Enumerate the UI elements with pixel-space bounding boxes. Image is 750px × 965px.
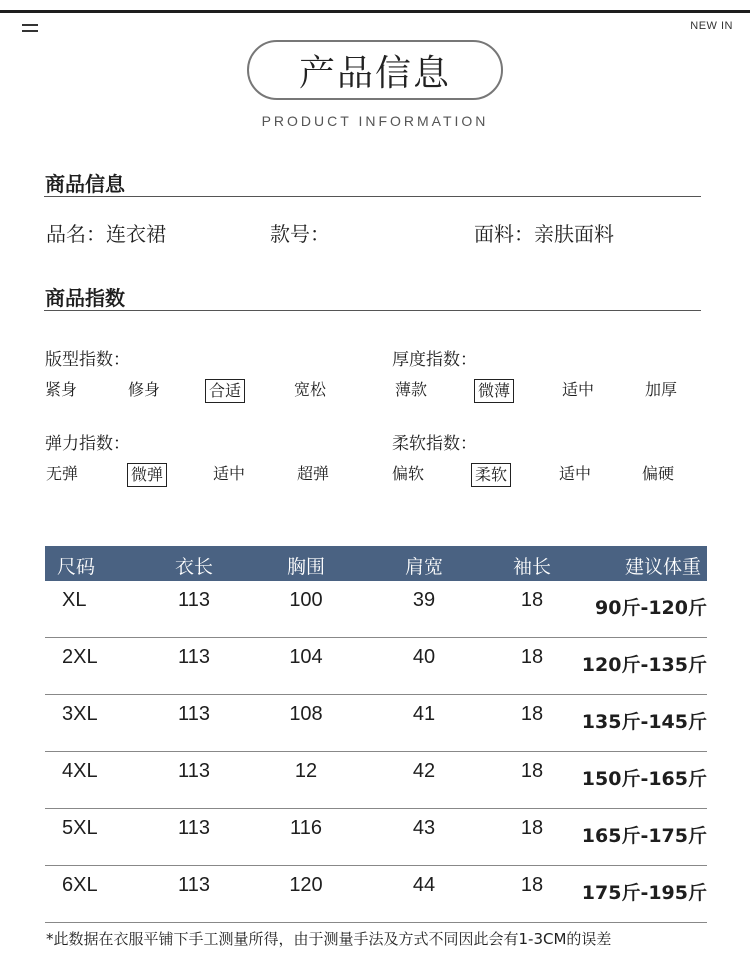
product-name: 品名：连衣裙 <box>46 222 166 246</box>
table-row <box>45 866 707 923</box>
cell-shoulder: 43 <box>412 817 436 839</box>
measurement-note: *此数据在衣服平铺下手工测量所得，由于测量手法及方式不同因此会有1-3CM的误差 <box>46 930 612 948</box>
fit-option: 修身 <box>128 380 161 399</box>
stretch-option: 适中 <box>213 464 246 483</box>
cell-weight: 90斤-120斤 <box>595 597 707 619</box>
thickness-option: 适中 <box>562 380 595 399</box>
cell-bust: 12 <box>294 760 318 782</box>
stretch-option-selected: 微弹 <box>127 463 167 487</box>
page-subtitle: PRODUCT INFORMATION <box>261 113 489 129</box>
product-fabric: 面料：亲肤面料 <box>474 222 614 246</box>
softness-index-label: 柔软指数： <box>392 434 477 454</box>
product-index-divider <box>44 310 701 311</box>
cell-bust: 100 <box>289 589 323 611</box>
size-table-header <box>45 546 707 581</box>
cell-size: 6XL <box>62 874 98 896</box>
column-header-size: 尺码 <box>57 556 96 578</box>
stretch-index-label: 弹力指数： <box>45 434 130 454</box>
cell-size: 4XL <box>62 760 98 782</box>
thickness-option: 薄款 <box>395 380 428 399</box>
column-header-bust: 胸围 <box>286 556 326 578</box>
cell-size: 2XL <box>62 646 98 668</box>
product-info-heading: 商品信息 <box>45 172 125 196</box>
cell-weight: 120斤-135斤 <box>581 654 707 676</box>
cell-shoulder: 41 <box>412 703 436 725</box>
cell-sleeve: 18 <box>520 646 544 668</box>
fit-option-selected: 合适 <box>205 379 245 403</box>
stretch-option: 超弹 <box>297 464 330 483</box>
page-title: 产品信息 <box>247 40 503 100</box>
cell-shoulder: 39 <box>412 589 436 611</box>
softness-option: 偏软 <box>392 464 425 483</box>
cell-sleeve: 18 <box>520 703 544 725</box>
cell-length: 113 <box>178 589 210 611</box>
fit-option: 紧身 <box>45 380 78 399</box>
cell-shoulder: 40 <box>412 646 436 668</box>
softness-option: 适中 <box>559 464 592 483</box>
column-header-length: 衣长 <box>174 556 214 578</box>
stretch-option: 无弹 <box>46 464 79 483</box>
table-row <box>45 809 707 866</box>
product-style-number: 款号： <box>270 222 330 246</box>
cell-bust: 108 <box>289 703 323 725</box>
table-row <box>45 638 707 695</box>
cell-bust: 116 <box>290 817 322 839</box>
row-divider <box>45 922 707 923</box>
cell-length: 113 <box>178 646 210 668</box>
table-row <box>45 581 707 638</box>
fit-option: 宽松 <box>294 380 327 399</box>
thickness-option: 加厚 <box>645 380 678 399</box>
cell-shoulder: 42 <box>412 760 436 782</box>
cell-length: 113 <box>178 703 210 725</box>
cell-sleeve: 18 <box>520 817 544 839</box>
softness-option-selected: 柔软 <box>471 463 511 487</box>
column-header-shoulder: 肩宽 <box>404 556 444 578</box>
thickness-index-label: 厚度指数： <box>392 350 477 370</box>
cell-sleeve: 18 <box>520 589 544 611</box>
thickness-option-selected: 微薄 <box>474 379 514 403</box>
table-row <box>45 752 707 809</box>
cell-length: 113 <box>178 817 210 839</box>
new-in-label: NEW IN <box>690 20 733 32</box>
cell-weight: 150斤-165斤 <box>581 768 707 790</box>
cell-weight: 135斤-145斤 <box>581 711 707 733</box>
cell-size: 3XL <box>62 703 98 725</box>
table-row <box>45 695 707 752</box>
product-info-divider <box>44 196 701 197</box>
cell-bust: 104 <box>289 646 323 668</box>
cell-weight: 165斤-175斤 <box>581 825 707 847</box>
menu-icon[interactable] <box>22 24 38 34</box>
top-border-line <box>0 10 750 13</box>
column-header-weight: 建议体重 <box>624 556 701 578</box>
cell-sleeve: 18 <box>520 760 544 782</box>
cell-length: 113 <box>178 874 210 896</box>
cell-bust: 120 <box>289 874 323 896</box>
cell-shoulder: 44 <box>412 874 436 896</box>
softness-option: 偏硬 <box>642 464 675 483</box>
cell-weight: 175斤-195斤 <box>581 882 707 904</box>
cell-size: XL <box>62 589 87 611</box>
cell-size: 5XL <box>62 817 98 839</box>
column-header-sleeve: 袖长 <box>512 556 552 578</box>
cell-sleeve: 18 <box>520 874 544 896</box>
product-index-heading: 商品指数 <box>45 286 125 310</box>
cell-length: 113 <box>178 760 210 782</box>
fit-index-label: 版型指数： <box>45 350 130 370</box>
